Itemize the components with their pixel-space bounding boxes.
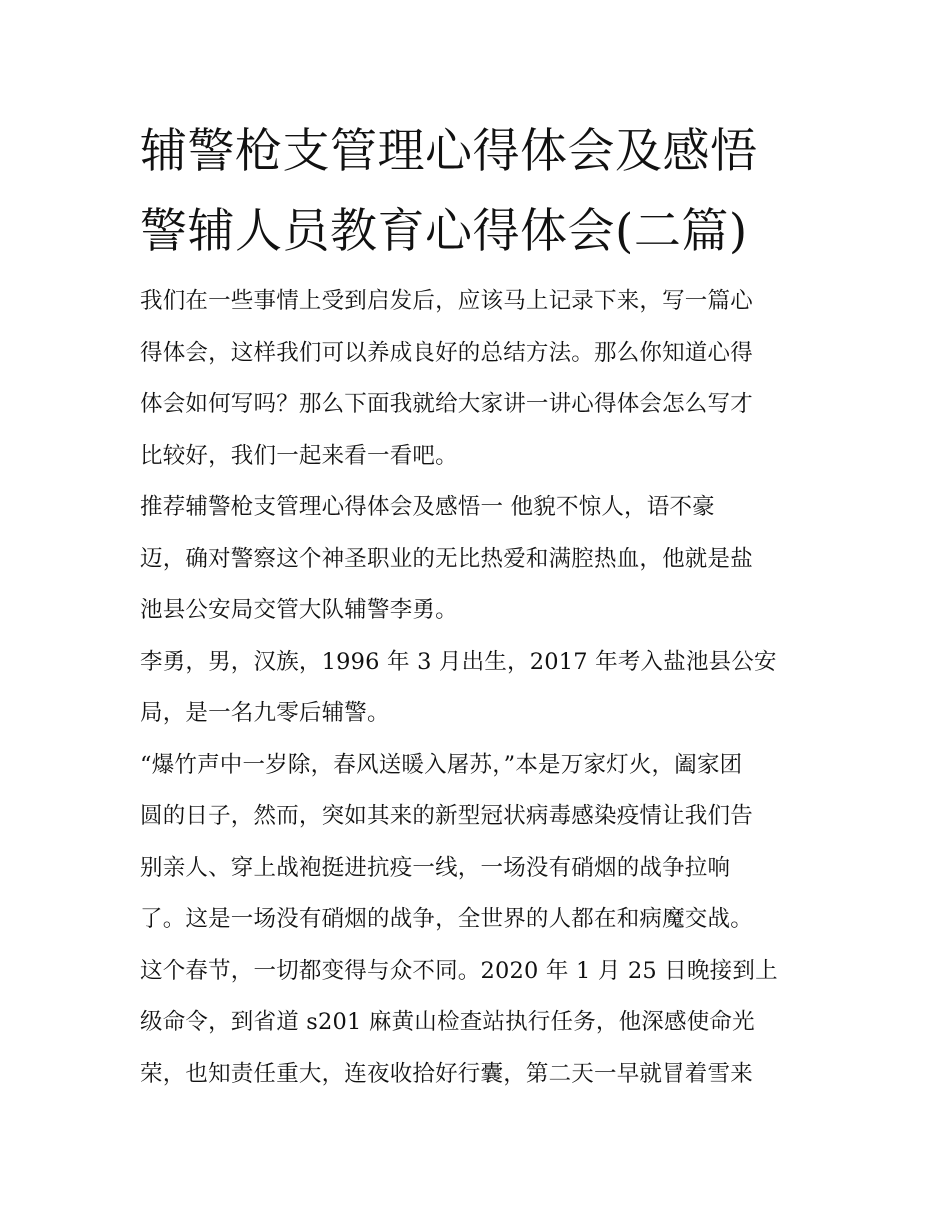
paragraph-profile (140, 637, 820, 740)
text-line: 比较好，我们一起来看一看吧。 (140, 442, 458, 469)
paragraph-intro (140, 276, 820, 482)
text-line: 别亲人、穿上战袍挺进抗疫一线，一场没有硝烟的战争拉响 (140, 854, 731, 881)
text-line: 了。这是一场没有硝烟的战争，全世界的人都在和病魔交战。 (140, 906, 753, 932)
text-line: 局，是一名九零后辅警。 (140, 700, 390, 726)
document-title (140, 112, 840, 272)
text-line: 体会如何写吗？那么下面我就给大家讲一讲心得体会怎么写才 (140, 391, 753, 417)
text-line: 池县公安局交管大队辅警李勇。 (140, 597, 458, 623)
title-line: 警辅人员教育心得体会(二篇) (140, 204, 748, 259)
text-line: 圆的日子，然而，突如其来的新型冠状病毒感染疫情让我们告 (140, 803, 753, 829)
text-line: 推荐辅警枪支管理心得体会及感悟一 他貌不惊人，语不豪 (140, 494, 715, 520)
text-line: 级命令，到省道 s201 麻黄山检查站执行任务，他深感使命光 (140, 1009, 755, 1035)
document-body (140, 276, 820, 1100)
text-line: 李勇，男，汉族，1996 年 3 月出生，2017 年考入盐池县公安 (140, 648, 777, 675)
paragraph-story (140, 740, 820, 1101)
text-line: 我们在一些事情上受到启发后，应该马上记录下来，写一篇心 (140, 288, 753, 314)
text-line: 得体会，这样我们可以养成良好的总结方法。那么你知道心得 (140, 339, 753, 366)
text-line: 迈，确对警察这个神圣职业的无比热爱和满腔热血，他就是盐 (140, 545, 753, 572)
paragraph-recommend (140, 482, 820, 637)
text-line: 荣，也知责任重大，连夜收拾好行囊，第二天一早就冒着雪来 (140, 1060, 753, 1087)
text-line: “爆竹声中一岁除，春风送暖入屠苏，”本是万家灯火，阖家团 (140, 751, 743, 778)
text-line: 这个春节，一切都变得与众不同。2020 年 1 月 25 日晚接到上 (140, 957, 778, 984)
title-line: 辅警枪支管理心得体会及感悟 (140, 124, 758, 179)
